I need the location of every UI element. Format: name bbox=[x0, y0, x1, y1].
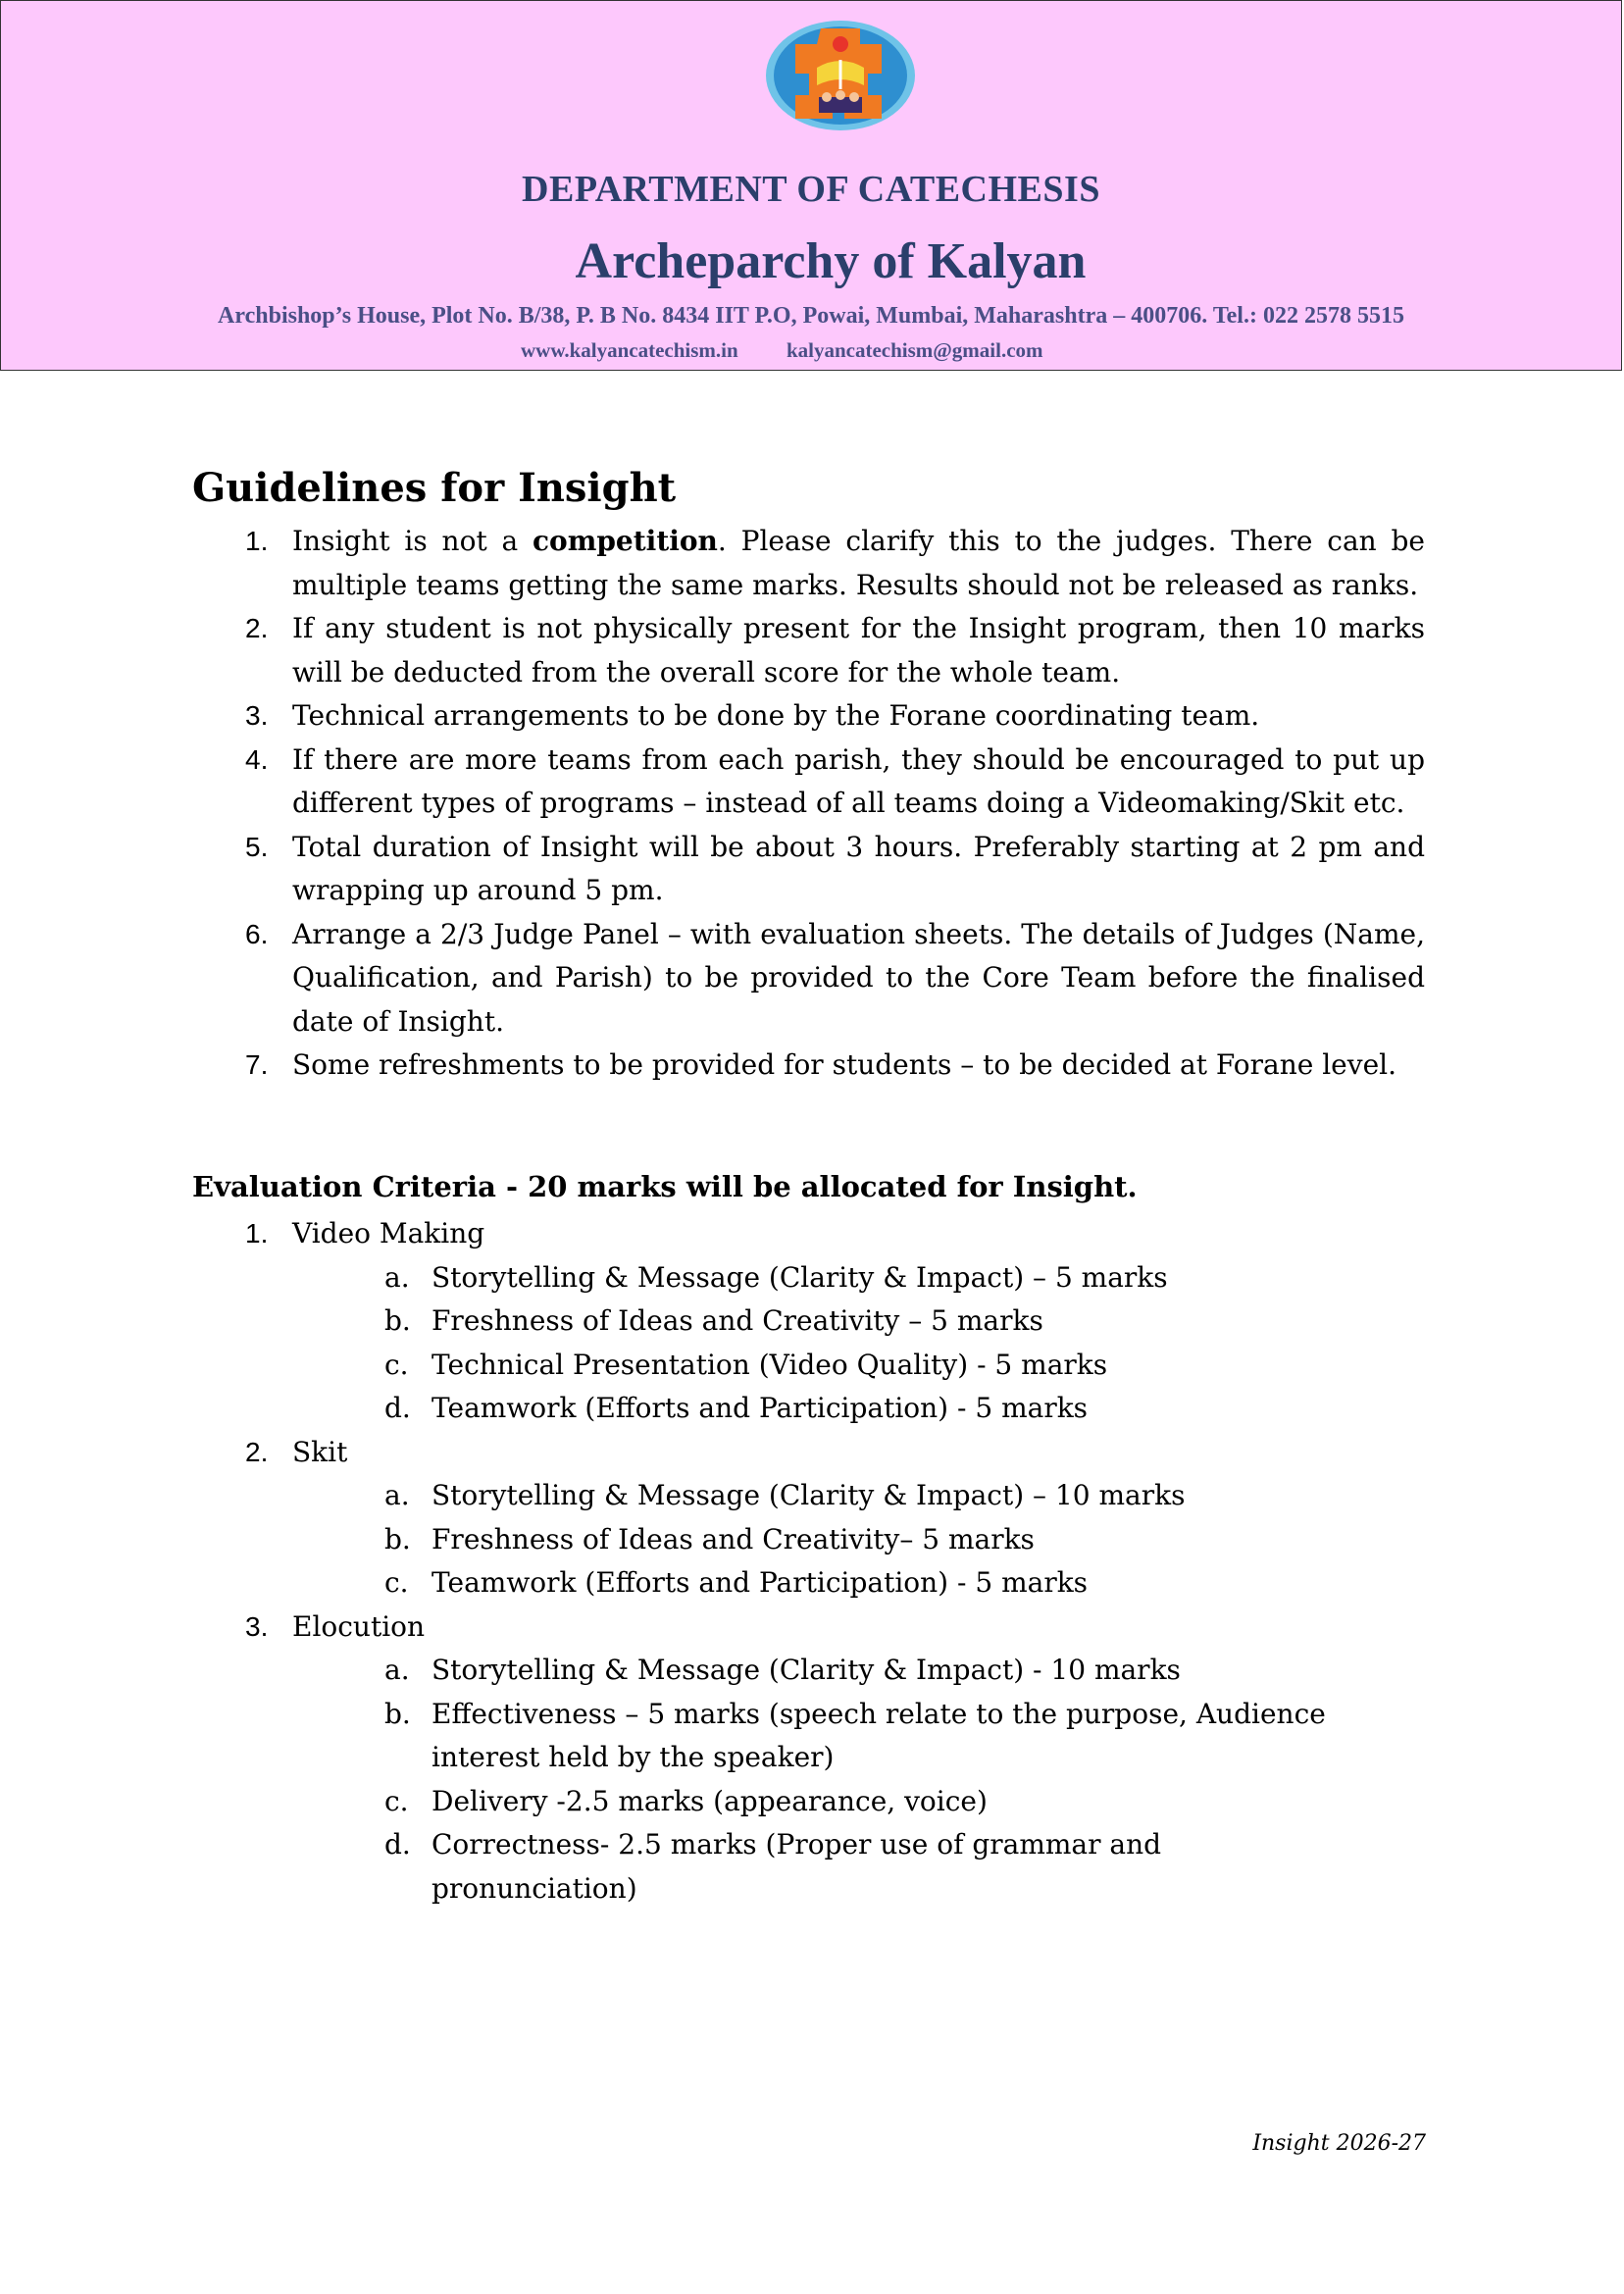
guideline-text: Technical arrangements to be done by the Forane coordinating team. bbox=[292, 699, 1260, 732]
category-name: Video Making bbox=[292, 1217, 485, 1249]
criterion-text: Teamwork (Efforts and Participation) - 5 marks bbox=[431, 1566, 1089, 1599]
guideline-number: 6. bbox=[245, 918, 269, 949]
category-number: 1. bbox=[245, 1218, 269, 1249]
guideline-item bbox=[192, 826, 1425, 913]
evaluation-categories bbox=[192, 1212, 1425, 1911]
department-title: DEPARTMENT OF CATECHESIS bbox=[522, 169, 1100, 210]
criterion-letter: c. bbox=[384, 1784, 409, 1817]
criterion-text: Freshness of Ideas and Creativity– 5 marks bbox=[431, 1522, 1035, 1555]
criterion-item bbox=[292, 1823, 1425, 1911]
guideline-text: If there are more teams from each parish, they should be encouraged to put up different types of programs – instead of all teams doing a Videomaking/Skit etc. bbox=[292, 742, 1425, 819]
category-name: Skit bbox=[292, 1435, 348, 1468]
category-elocution bbox=[192, 1606, 1425, 1912]
criterion-item bbox=[292, 1518, 1425, 1562]
criteria-list bbox=[292, 1256, 1425, 1431]
criterion-letter: c. bbox=[384, 1566, 409, 1599]
criterion-letter: a. bbox=[384, 1654, 410, 1686]
criterion-letter: b. bbox=[384, 1304, 411, 1337]
category-name: Elocution bbox=[292, 1609, 426, 1643]
guidelines-heading: Guidelines for Insight bbox=[192, 465, 677, 511]
category-video-making bbox=[192, 1212, 1425, 1431]
organization-name: Archeparchy of Kalyan bbox=[575, 233, 1087, 289]
criterion-text: Correctness- 2.5 marks (Proper use of grammar and pronunciation) bbox=[431, 1828, 1162, 1905]
email-link[interactable]: kalyancatechism@gmail.com bbox=[786, 338, 1043, 362]
guideline-text: Some refreshments to be provided for students – to be decided at Forane level. bbox=[292, 1048, 1396, 1081]
criterion-letter: b. bbox=[384, 1697, 411, 1730]
criteria-list bbox=[292, 1474, 1425, 1606]
guideline-item bbox=[192, 607, 1425, 694]
postal-address: Archbishop’s House, Plot No. B/38, P. B No. 8434 IIT P.O, Powai, Mumbai, Maharashtra – 400706. Tel.: 022 2578 5515 bbox=[218, 303, 1404, 329]
criterion-text: Storytelling & Message (Clarity & Impact) – 10 marks bbox=[431, 1479, 1186, 1511]
criterion-item bbox=[292, 1649, 1425, 1693]
guideline-item bbox=[192, 694, 1425, 739]
guideline-text: Arrange a 2/3 Judge Panel – with evaluation sheets. The details of Judges (Name, Qualification, and Parish) to be provided to the Core Team before the finalised date of Insight. bbox=[292, 917, 1425, 1038]
catechesis-logo bbox=[764, 19, 917, 132]
criterion-letter: a. bbox=[384, 1479, 410, 1511]
footer-label: Insight 2026-27 bbox=[1252, 2131, 1426, 2156]
guideline-number: 4. bbox=[245, 743, 269, 775]
criterion-text: Teamwork (Efforts and Participation) - 5 marks bbox=[431, 1392, 1089, 1424]
criterion-item bbox=[292, 1561, 1425, 1606]
criterion-item bbox=[292, 1693, 1425, 1780]
contact-line bbox=[521, 338, 1043, 363]
category-number: 2. bbox=[245, 1436, 269, 1467]
website-link[interactable]: www.kalyancatechism.in bbox=[521, 338, 738, 362]
criterion-text: Storytelling & Message (Clarity & Impact) – 5 marks bbox=[431, 1260, 1168, 1294]
criterion-letter: b. bbox=[384, 1522, 411, 1555]
criterion-item bbox=[292, 1387, 1425, 1431]
criterion-text: Delivery -2.5 marks (appearance, voice) bbox=[431, 1784, 988, 1817]
guideline-item bbox=[192, 1044, 1425, 1088]
criterion-letter: c. bbox=[384, 1348, 409, 1381]
guideline-number: 3. bbox=[245, 700, 269, 731]
criterion-letter: a. bbox=[384, 1260, 410, 1294]
guideline-item bbox=[192, 520, 1425, 607]
guideline-text: If any student is not physically present for the Insight program, then 10 marks will be deducted from the overall score for the whole team. bbox=[292, 612, 1425, 688]
criterion-item bbox=[292, 1780, 1425, 1824]
guideline-text: Insight is not a bbox=[292, 525, 533, 557]
guideline-emphasis: competition bbox=[533, 525, 718, 557]
guideline-number: 7. bbox=[245, 1049, 269, 1080]
criterion-letter: d. bbox=[384, 1392, 411, 1424]
guideline-number: 5. bbox=[245, 831, 269, 862]
guideline-text: . Please clarify this to the judges. There can be multiple teams getting the same marks. Results should not be released as ranks. bbox=[292, 525, 1426, 601]
criterion-item bbox=[292, 1300, 1425, 1344]
guideline-item bbox=[192, 739, 1425, 826]
letterhead bbox=[0, 0, 1622, 371]
criteria-list bbox=[292, 1649, 1425, 1911]
guideline-number: 2. bbox=[245, 613, 269, 643]
criterion-item bbox=[292, 1344, 1425, 1388]
criterion-item bbox=[292, 1256, 1425, 1300]
guidelines-list bbox=[192, 520, 1425, 1088]
criterion-letter: d. bbox=[384, 1828, 411, 1861]
criterion-text: Freshness of Ideas and Creativity – 5 marks bbox=[431, 1304, 1043, 1337]
criterion-text: Storytelling & Message (Clarity & Impact) - 10 marks bbox=[431, 1654, 1181, 1686]
criterion-item bbox=[292, 1474, 1425, 1518]
guideline-item bbox=[192, 913, 1425, 1045]
category-number: 3. bbox=[245, 1610, 269, 1642]
criterion-text: Effectiveness – 5 marks (speech relate to the purpose, Audience interest held by the speaker) bbox=[431, 1697, 1326, 1773]
criterion-text: Technical Presentation (Video Quality) - 5 marks bbox=[431, 1348, 1108, 1381]
category-skit bbox=[192, 1431, 1425, 1606]
guideline-number: 1. bbox=[245, 526, 269, 556]
guideline-text: Total duration of Insight will be about 3 hours. Preferably starting at 2 pm and wrapping up around 5 pm. bbox=[292, 830, 1425, 906]
evaluation-heading: Evaluation Criteria - 20 marks will be allocated for Insight. bbox=[192, 1170, 1138, 1203]
